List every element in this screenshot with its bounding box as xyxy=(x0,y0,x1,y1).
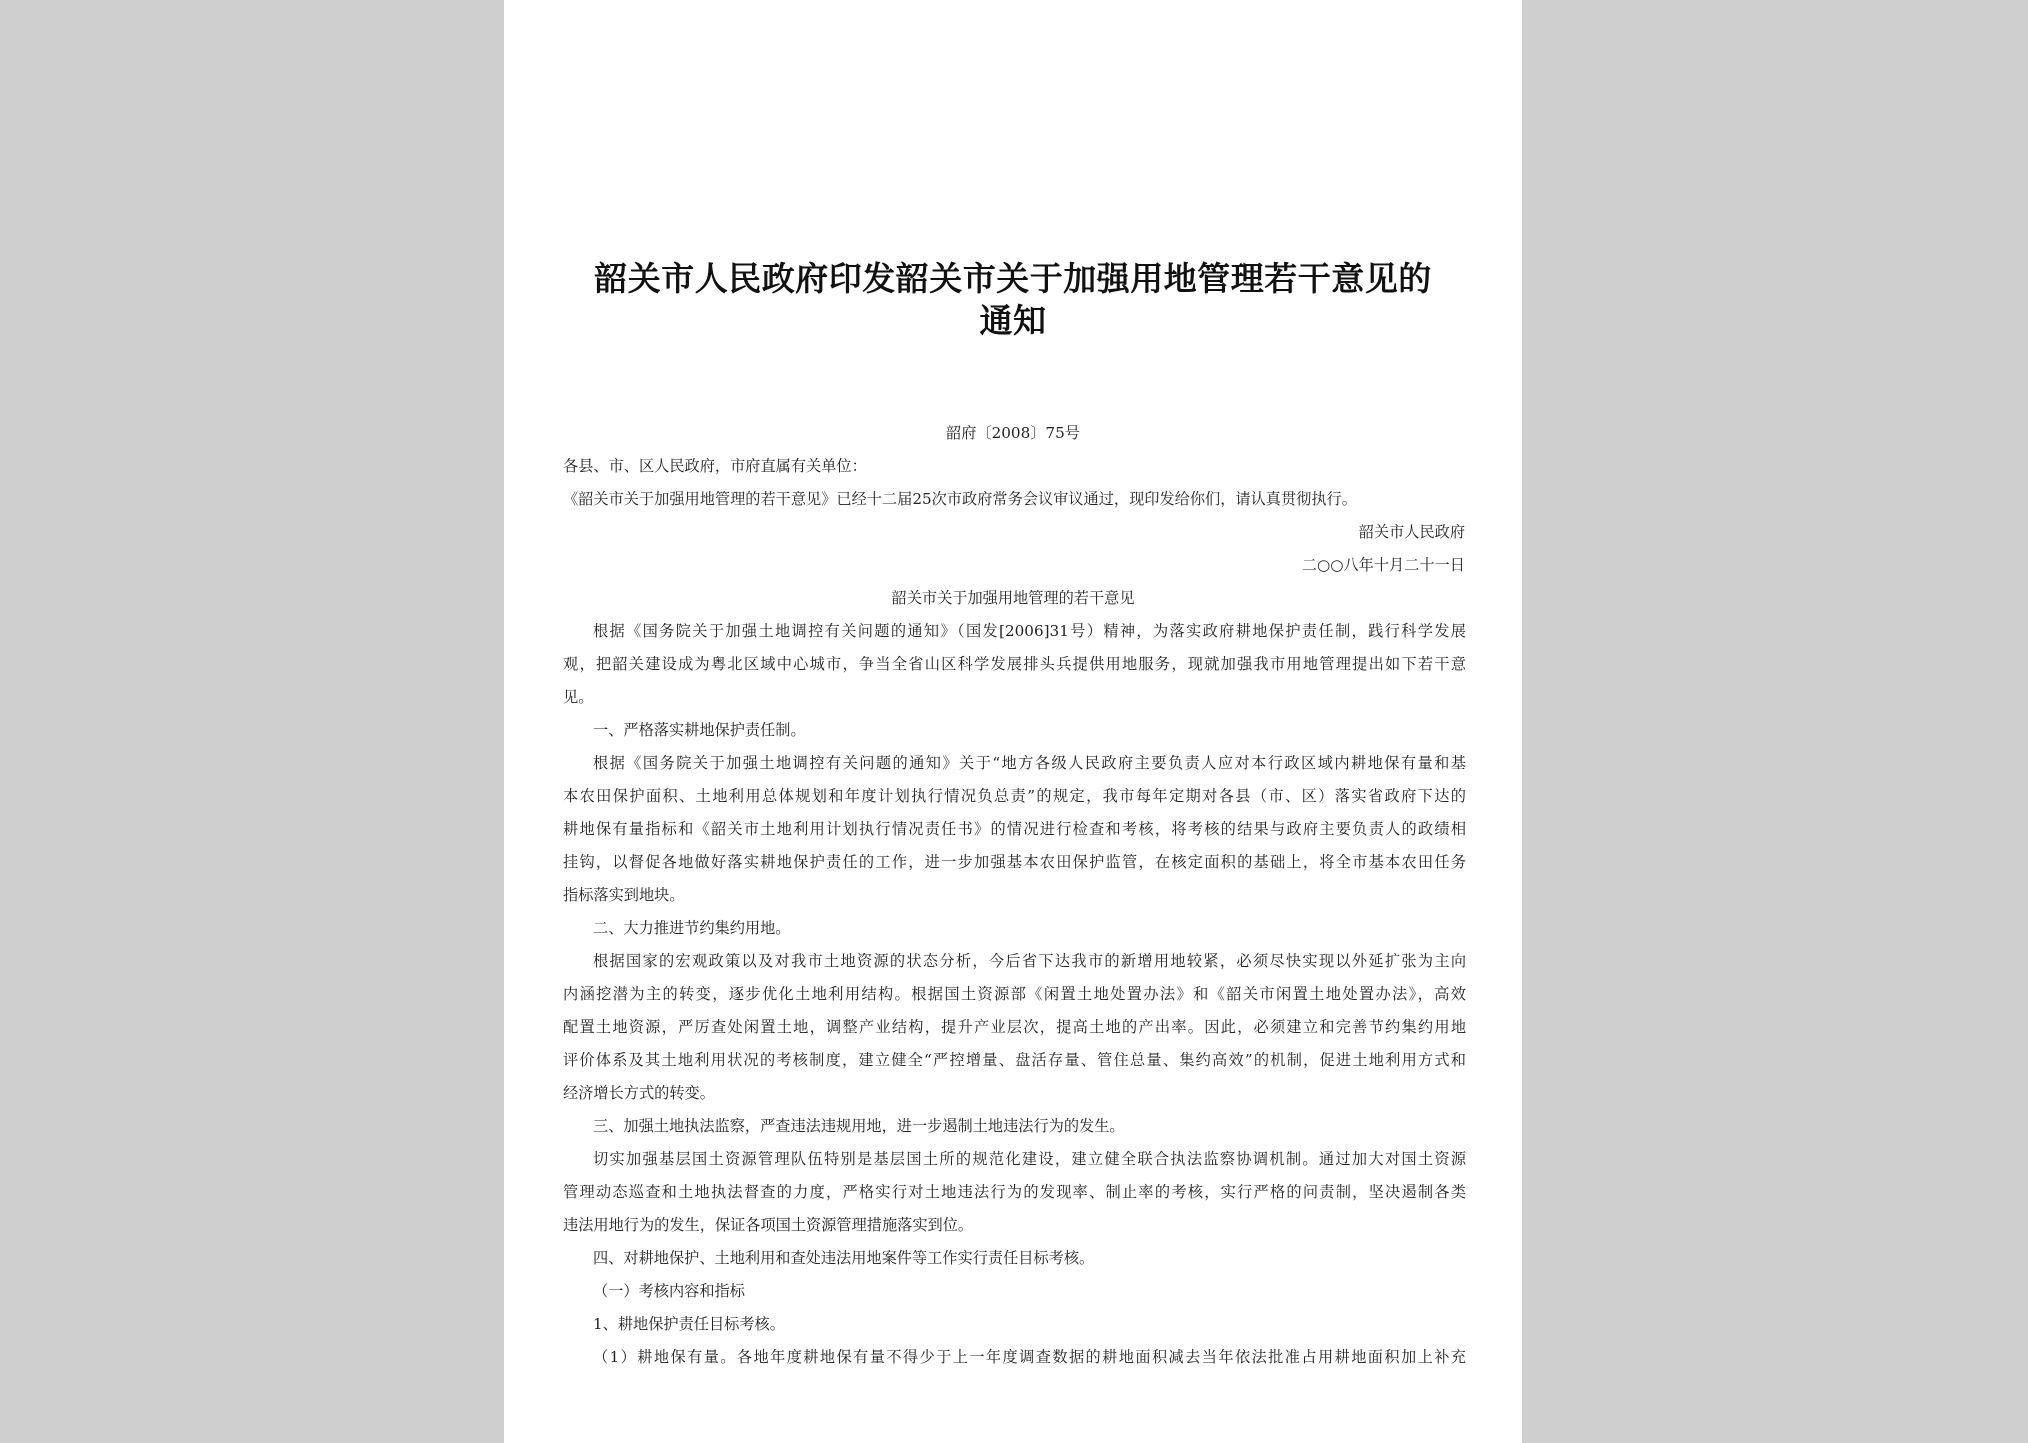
body-line: 指标落实到地块。 xyxy=(563,886,685,904)
section-heading: 四、对耕地保护、土地利用和查处违法用地案件等工作实行责任目标考核。 xyxy=(593,1249,1095,1267)
section-heading: 三、加强土地执法监察，严查违法违规用地，进一步遏制土地违法行为的发生。 xyxy=(593,1117,1125,1135)
body-line: （1）耕地保有量。各地年度耕地保有量不得少于上一年度调查数据的耕地面积减去当年依法批准占用耕地面积加上补充 xyxy=(593,1348,1466,1366)
issuer: 韶关市人民政府 xyxy=(1358,523,1465,541)
body-line: 观，把韶关建设成为粤北区域中心城市，争当全省山区科学发展排头兵提供用地服务，现就加强我市用地管理提出如下若干意 xyxy=(563,655,1466,673)
addressee: 各县、市、区人民政府，市府直属有关单位： xyxy=(563,457,867,475)
body-line: 挂钩，以督促各地做好落实耕地保护责任的工作，进一步加强基本农田保护监管，在核定面积的基础上，将全市基本农田任务 xyxy=(563,853,1466,871)
issue-date: 二○○八年十月二十一日 xyxy=(1301,556,1465,574)
subsection-heading: （一）考核内容和指标 xyxy=(593,1282,745,1300)
intro-paragraph: 《韶关市关于加强用地管理的若干意见》已经十二届25次市政府常务会议审议通过，现印发给你们，请认真贯彻执行。 xyxy=(563,490,1357,508)
body-line: 见。 xyxy=(563,688,594,706)
section-heading: 一、严格落实耕地保护责任制。 xyxy=(593,721,806,739)
body-line: 经济增长方式的转变。 xyxy=(563,1084,715,1102)
body-line: 违法用地行为的发生，保证各项国土资源管理措施落实到位。 xyxy=(563,1216,974,1234)
body-line: 根据《国务院关于加强土地调控有关问题的通知》关于“地方各级人民政府主要负责人应对本行政区域内耕地保有量和基 xyxy=(593,754,1466,772)
document-page xyxy=(504,0,1522,1443)
subsection-heading: 1、耕地保护责任目标考核。 xyxy=(593,1315,785,1333)
document-title: 韶关市人民政府印发韶关市关于加强用地管理若干意见的通知 xyxy=(594,259,1432,340)
section-heading: 二、大力推进节约集约用地。 xyxy=(593,919,791,937)
body-line: 切实加强基层国土资源管理队伍特别是基层国土所的规范化建设，建立健全联合执法监察协调机制。通过加大对国土资源 xyxy=(593,1150,1466,1168)
body-line: 配置土地资源，严厉查处闲置土地，调整产业结构，提升产业层次，提高土地的产出率。因此，必须建立和完善节约集约用地 xyxy=(563,1018,1466,1036)
body-line: 内涵挖潜为主的转变，逐步优化土地利用结构。根据国土资源部《闲置土地处置办法》和《韶关市闲置土地处置办法》，高效 xyxy=(563,985,1466,1003)
document-number: 韶府〔2008〕75号 xyxy=(946,424,1080,442)
body-line: 耕地保有量指标和《韶关市土地利用计划执行情况责任书》的情况进行检查和考核，将考核的结果与政府主要负责人的政绩相 xyxy=(563,820,1466,838)
body-line: 本农田保护面积、土地利用总体规划和年度计划执行情况负总责”的规定，我市每年定期对各县（市、区）落实省政府下达的 xyxy=(563,787,1466,805)
body-line: 根据国家的宏观政策以及对我市土地资源的状态分析，今后省下达我市的新增用地较紧，必须尽快实现以外延扩张为主向 xyxy=(593,952,1466,970)
document-subtitle: 韶关市关于加强用地管理的若干意见 xyxy=(891,589,1135,607)
body-line: 根据《国务院关于加强土地调控有关问题的通知》（国发[2006]31号）精神，为落实政府耕地保护责任制，践行科学发展 xyxy=(593,622,1466,640)
body-line: 管理动态巡查和土地执法督查的力度，严格实行对土地违法行为的发现率、制止率的考核，实行严格的问责制，坚决遏制各类 xyxy=(563,1183,1466,1201)
body-line: 评价体系及其土地利用状况的考核制度，建立健全“严控增量、盘活存量、管住总量、集约高效”的机制，促进土地利用方式和 xyxy=(563,1051,1466,1069)
